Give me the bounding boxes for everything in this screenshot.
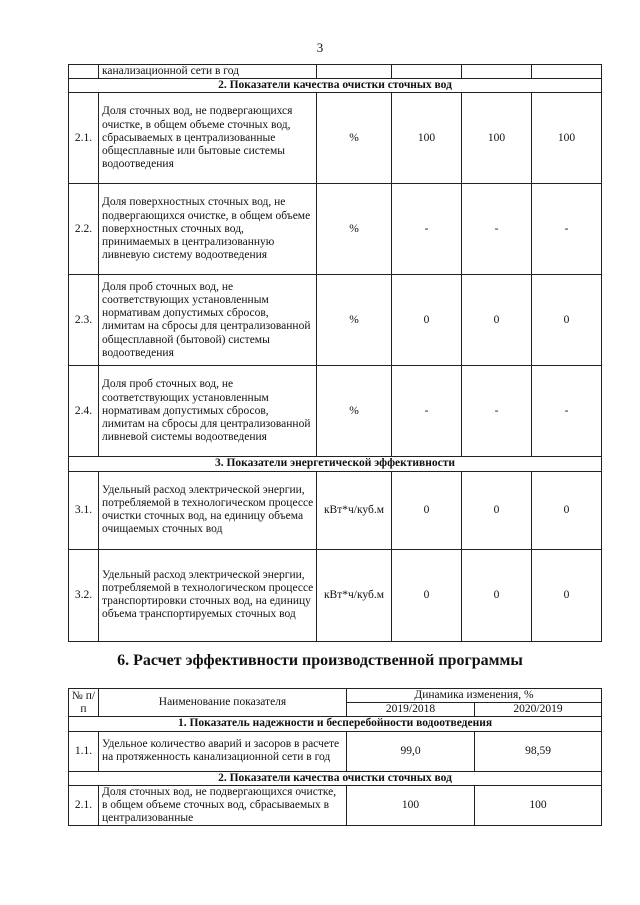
col-dyn-header: Динамика изменения, %	[347, 689, 602, 703]
table-row: 2.1. Доля сточных вод, не подвергающихся очистке, в общем объеме сточных вод, сбрасываемых в централизованные общесплавные или бытовые системы водоотведения % 100 100 100	[69, 93, 602, 184]
row-name: канализационной сети в год	[99, 65, 317, 79]
header-row	[69, 689, 602, 703]
section-header: 1. Показатель надежности и бесперебойности водоотведения	[69, 717, 602, 731]
col-year2-header: 2020/2019	[475, 703, 602, 717]
section-header: 3. Показатели энергетической эффективности	[69, 457, 602, 471]
table-row: 2.1. Доля сточных вод, не подвергающихся очистке, в общем объеме сточных вод, сбрасываемых в централизованные 100 100	[69, 785, 602, 826]
section-header: 2. Показатели качества очистки сточных вод	[69, 771, 602, 785]
efficiency-table	[68, 688, 602, 826]
col-year1-header: 2019/2018	[347, 703, 475, 717]
indicators-table	[68, 64, 602, 642]
page-number: 3	[316, 40, 324, 55]
table-row: 1.1. Удельное количество аварий и засоров в расчете на протяженность канализационной сети в год 99,0 98,59	[69, 731, 602, 771]
table-row	[69, 65, 602, 79]
section-heading: 6. Расчет эффективности производственной программы	[117, 652, 523, 669]
section-header: 2. Показатели качества очистки сточных вод	[69, 79, 602, 93]
table-row: 3.2. Удельный расход электрической энергии, потребляемой в технологическом процессе транспортировки сточных вод, на единицу объема транспортируемых сточных вод кВт*ч/куб.м 0 0 0	[69, 549, 602, 641]
table-row: 2.2. Доля поверхностных сточных вод, не подвергающихся очистке, в общем объеме поверхностных сточных вод, принимаемых в централизованную ливневую систему водоотведения % - - -	[69, 184, 602, 275]
table-row: 2.4. Доля проб сточных вод, не соответствующих установленным нормативам допустимых сбросов, лимитам на сбросы для централизованной ливневой системы водоотведения % - - -	[69, 366, 602, 457]
table-row: 2.3. Доля проб сточных вод, не соответствующих установленным нормативам допустимых сбросов, лимитам на сбросы для централизованной общесплавной (бытовой) системы водоотведения % 0 0 0	[69, 275, 602, 366]
table-row: 3.1. Удельный расход электрической энергии, потребляемой в технологическом процессе очистки сточных вод, на единицу объема очищаемых сточных вод кВт*ч/куб.м 0 0 0	[69, 471, 602, 549]
col-name-header: Наименование показателя	[99, 689, 347, 717]
col-num-header: № п/п	[69, 689, 99, 717]
